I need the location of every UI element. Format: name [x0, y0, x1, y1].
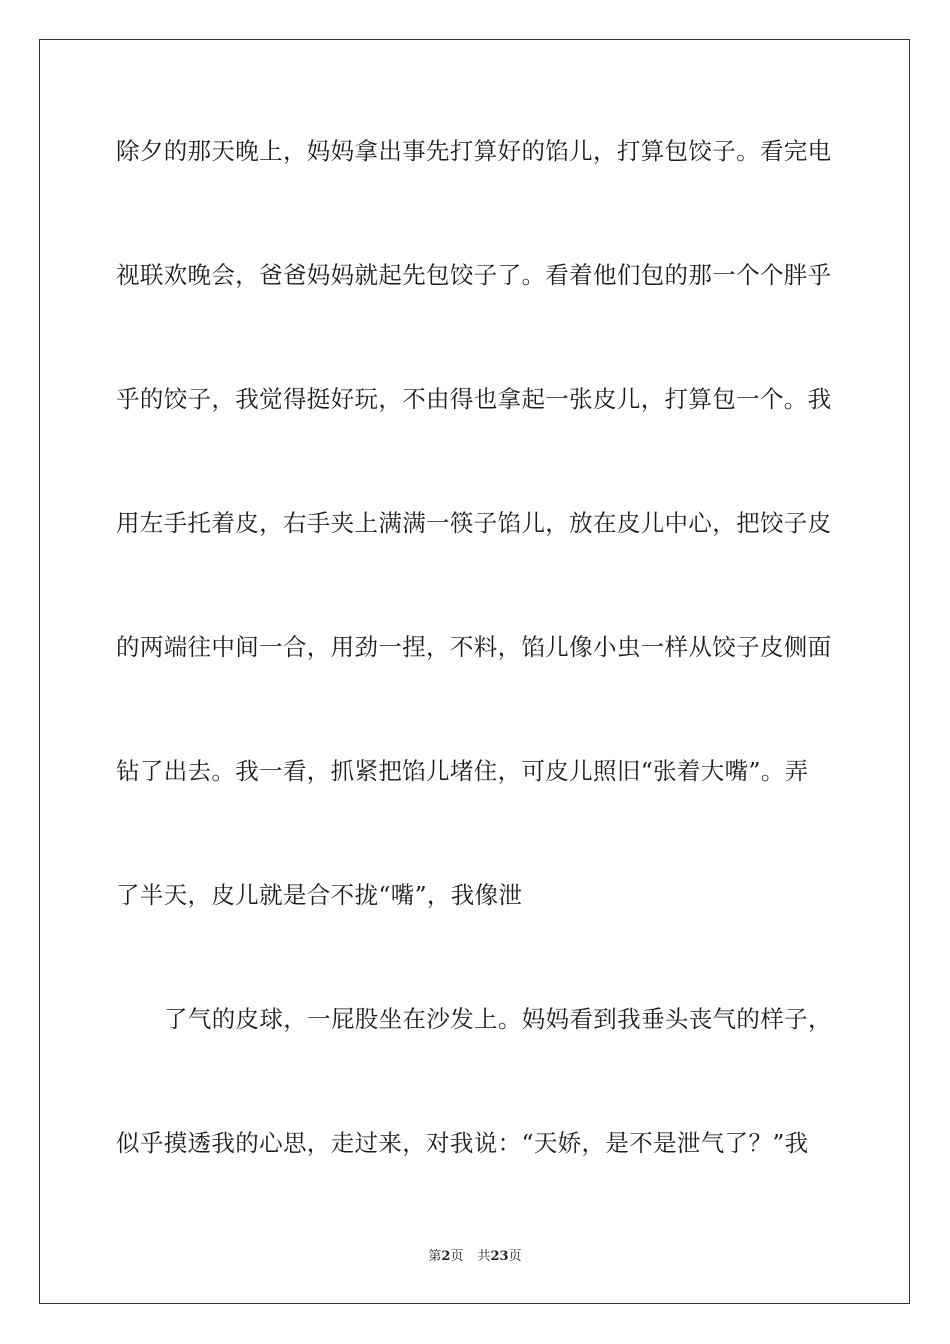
page-number: 2: [441, 1249, 451, 1264]
text-line-4: 用左手托着皮，右手夹上满满一筷子馅儿，放在皮儿中心，把饺子皮: [116, 509, 832, 537]
text-line-2: 视联欢晚会，爸爸妈妈就起先包饺子了。看着他们包的那一个个胖乎: [116, 261, 832, 289]
text-line-9: 似乎摸透我的心思，走过来，对我说：“天娇，是不是泄气了？”我: [116, 1129, 809, 1157]
page-footer: [0, 1248, 950, 1266]
paragraph-indented-line: 了气的皮球，一屁股坐在沙发上。妈妈看到我垂头丧气的样子，: [164, 1005, 832, 1033]
page-border: [39, 39, 910, 1304]
total-pages: 23: [490, 1249, 509, 1264]
text-line-1: 除夕的那天晚上，妈妈拿出事先打算好的馅儿，打算包饺子。看完电: [116, 137, 832, 165]
text-line-6: 钻了出去。我一看，抓紧把馅儿堵住，可皮儿照旧“张着大嘴”。弄: [116, 757, 809, 785]
page-prefix: 第: [428, 1249, 442, 1264]
total-suffix: 页: [508, 1249, 522, 1264]
total-prefix: 共: [477, 1249, 491, 1264]
page-suffix: 页: [450, 1249, 464, 1264]
text-line-3: 乎的饺子，我觉得挺好玩，不由得也拿起一张皮儿，打算包一个。我: [116, 385, 832, 413]
text-line-5: 的两端往中间一合，用劲一捏，不料，馅儿像小虫一样从饺子皮侧面: [116, 633, 832, 661]
text-line-7: 了半天，皮儿就是合不拢“嘴”，我像泄: [116, 881, 523, 909]
